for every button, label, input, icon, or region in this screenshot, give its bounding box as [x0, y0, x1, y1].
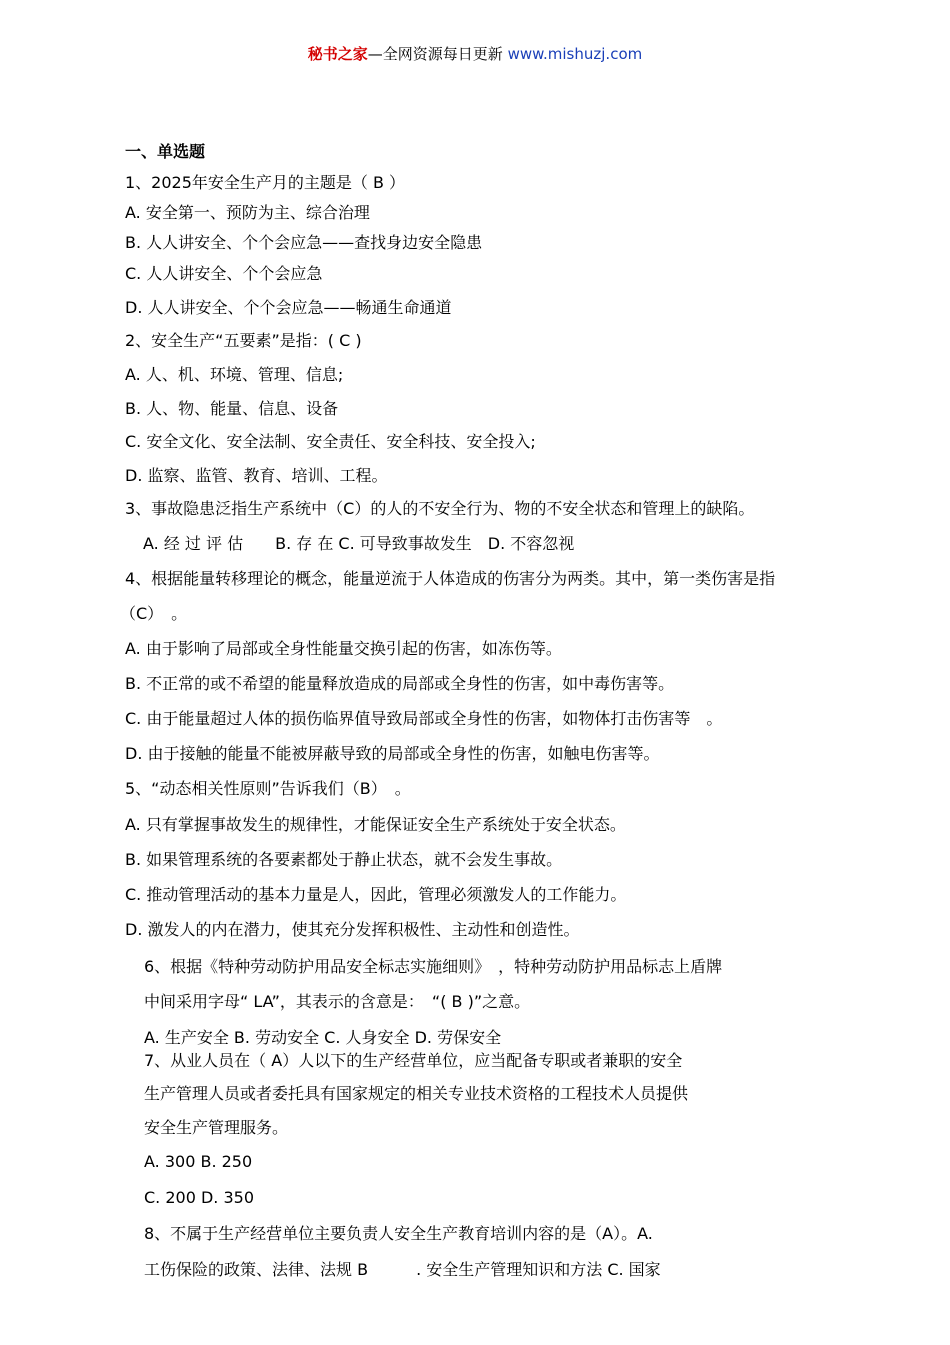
q4-option-d: D. 由于接触的能量不能被屏蔽导致的局部或全身性的伤害，如触电伤害等。 [125, 744, 660, 763]
question-7: 7、从业人员在（ A）人以下的生产经营单位，应当配备专职或者兼职的安全 [144, 1051, 683, 1070]
question-6: 6、根据《特种劳动防护用品安全标志实施细则》 ，特种劳动防护用品标志上盾牌 [144, 957, 723, 976]
question-5: 5、“动态相关性原则”告诉我们（B） 。 [125, 779, 411, 798]
question-7-cont: 生产管理人员或者委托具有国家规定的相关专业技术资格的工程技术人员提供 [144, 1084, 689, 1103]
question-8: 8、不属于生产经营单位主要负责人安全生产教育培训内容的是（A）。A. [144, 1224, 653, 1243]
q5-option-b: B. 如果管理系统的各要素都处于静止状态，就不会发生事故。 [125, 850, 563, 869]
q1-option-c: C. 人人讲安全、个个会应急 [125, 264, 323, 283]
question-1: 1、2025年安全生产月的主题是（ B ） [125, 173, 406, 192]
q5-option-a: A. 只有掌握事故发生的规律性，才能保证安全生产系统处于安全状态。 [125, 815, 626, 834]
question-7-cont-2: 安全生产管理服务。 [144, 1118, 289, 1137]
q4-option-c: C. 由于能量超过人体的损伤临界值导致局部或全身性的伤害，如物体打击伤害等 。 [125, 709, 723, 728]
q5-option-d: D. 激发人的内在潜力，使其充分发挥积极性、主动性和创造性。 [125, 920, 580, 939]
q1-option-a: A. 安全第一、预防为主、综合治理 [125, 203, 370, 222]
question-3: 3、事故隐患泛指生产系统中（C）的人的不安全行为、物的不安全状态和管理上的缺陷。 [125, 499, 755, 518]
q7-options-ab: A. 300 B. 250 [144, 1152, 253, 1171]
q2-option-b: B. 人、物、能量、信息、设备 [125, 399, 339, 418]
section-title: 一、单选题 [125, 142, 206, 161]
page-header [0, 43, 950, 64]
header-tagline: —全网资源每日更新 [367, 45, 503, 63]
q7-options-cd: C. 200 D. 350 [144, 1188, 254, 1207]
question-4-cont: （C） 。 [120, 604, 188, 623]
question-6-cont: 中间采用字母“ LA”，其表示的含意是： “( B )”之意。 [144, 992, 531, 1011]
site-url[interactable]: www.mishuzj.com [507, 45, 643, 63]
q1-option-b: B. 人人讲安全、个个会应急——查找身边安全隐患 [125, 233, 483, 252]
q2-option-c: C. 安全文化、安全法制、安全责任、安全科技、安全投入; [125, 432, 536, 451]
q4-option-b: B. 不正常的或不希望的能量释放造成的局部或全身性的伤害，如中毒伤害等。 [125, 674, 675, 693]
question-2: 2、安全生产“五要素”是指：( C ) [125, 331, 362, 350]
q4-option-a: A. 由于影响了局部或全身性能量交换引起的伤害，如冻伤等。 [125, 639, 562, 658]
q6-options: A. 生产安全 B. 劳动安全 C. 人身安全 D. 劳保安全 [144, 1028, 502, 1047]
q2-option-d: D. 监察、监管、教育、培训、工程。 [125, 466, 388, 485]
q1-option-d: D. 人人讲安全、个个会应急——畅通生命通道 [125, 298, 452, 317]
q5-option-c: C. 推动管理活动的基本力量是人，因此，管理必须激发人的工作能力。 [125, 885, 627, 904]
q3-options: A. 经 过 评 估 B. 存 在 C. 可导致事故发生 D. 不容忽视 [143, 534, 575, 553]
q2-option-a: A. 人、机、环境、管理、信息; [125, 365, 344, 384]
q8-options: 工伤保险的政策、法律、法规 B . 安全生产管理知识和方法 C. 国家 [144, 1260, 661, 1279]
brand-name: 秘书之家 [307, 45, 368, 63]
question-4: 4、根据能量转移理论的概念，能量逆流于人体造成的伤害分为两类。其中，第一类伤害是指 [125, 569, 776, 588]
